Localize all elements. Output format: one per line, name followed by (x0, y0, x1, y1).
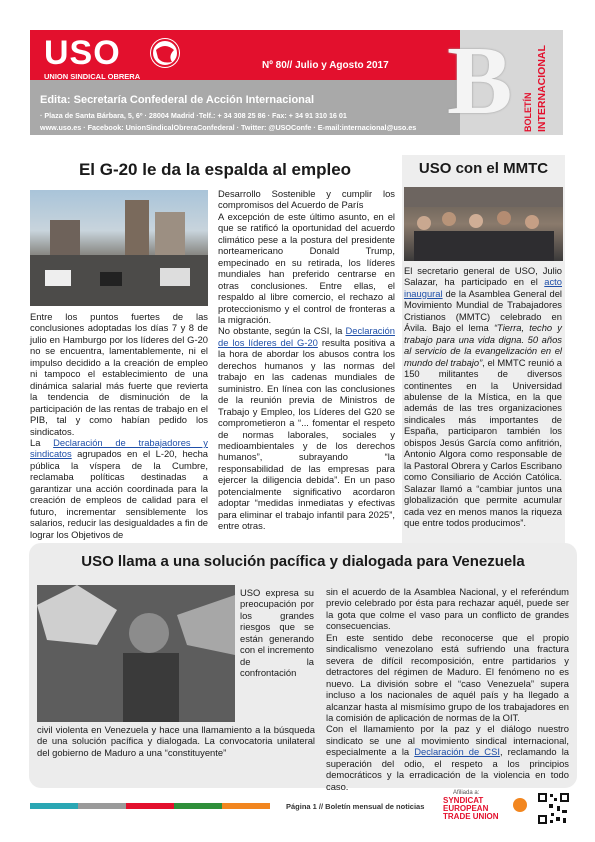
publisher-line: Edita: Secretaría Confederal de Acción Internacional (40, 94, 315, 106)
venezuela-paragraph-3 (326, 723, 569, 792)
page-footer: Página 1 // Boletín mensual de noticias (286, 802, 425, 811)
sidebar-text (404, 265, 562, 528)
internacional-word: INTERNACIONAL (536, 45, 548, 132)
mmtc-assembly-photo (404, 187, 563, 261)
venezuela-wide-text: civil violenta en Venezuela y hace una llamamiento a la búsqueda de una solución pacífica y dialogada. La convocatoria unilateral del gobierno de Maduro a una “constituyente” (37, 724, 315, 758)
acto-inaugural-link[interactable]: acto inaugural (404, 276, 562, 299)
text-run: Con el llamamiento por la paz y el diálogo nuestro sindicato se une al movimiento sindical internacional, especialmente a la (326, 723, 569, 758)
article-title-venezuela: USO llama a una solución pacífica y dialogada para Venezuela (81, 553, 525, 570)
footer-bar-teal (30, 803, 78, 809)
text-run: No obstante, según la CSI, la (218, 325, 346, 337)
g20-paragraph-5 (218, 325, 395, 531)
text-run: La (30, 436, 54, 448)
text-run: , reclamando la superación del odio, el respeto a los principios democráticos y la erradicación de la violencia en todo caso. (326, 746, 569, 792)
venezuela-right-col (326, 586, 569, 792)
hamburg-street-photo (30, 190, 208, 306)
text-run: El secretario general de USO, Julio Salazar, ha participado en el (404, 265, 562, 288)
contact-line[interactable]: www.uso.es · Facebook: UnionSindicalObreraConfederal · Twitter: @USOConfe · E-mail:internacional@uso.es (40, 123, 417, 132)
g20-paragraph-1: Entre los puntos fuertes de las conclusiones adoptadas los días 7 y 8 de julio en Hamburgo por los líderes del G-20 no se encuentra, lamentablemente, ni el impulso decidido a la creación de empleo ni tampoco el establecimiento de una dinámica salarial más fuerte que revierta la tendencia de disminución de la participación de las rentas de trabajo en el PIB, tal y como habían pedido los sindicatos. (30, 311, 208, 437)
text-run: agrupados en el L-20, hecha pública la víspera de la Cumbre, reclamaba políticas destinadas a garantizar una acción coordinada para la creación de empleos de calidad para el futuro, incrementar sensiblemente los salarios, reducir las desigualdades a fin de lograr los Objetivos de (30, 448, 208, 540)
article-title-g20: El G-20 le da la espalda al empleo (78, 160, 352, 179)
g20-paragraph-4: A excepción de este último asunto, en el que se ratificó la oportunidad del acuerdo climático pese a la postura del presidente norteamericano Donald Trump, empecinado en su retirada, los líderes mundiales han preferido centrarse en otras conclusiones. Entre ellas, el respaldo al libre comercio, el rechazo al proteccionismo y el control de fronteras a la migración. (218, 210, 395, 325)
motto-quote: “Tierra, techo y trabajo para una vida digna. 50 años al servicio de la evangelización en el mundo del trabajo” (404, 322, 562, 368)
issue-number: Nº 80// Julio y Agosto 2017 (262, 60, 389, 71)
affiliation-label: Afiliada a: (453, 790, 480, 796)
footer-bar-green (174, 803, 222, 809)
etuc-line-1: SYNDICAT (443, 796, 484, 805)
text-run: , el MMTC reunió a 150 militantes de diversos continentes en la Universidad abulense de la Mística, en la que además de las tres organizaciones sindicales más importantes de España, participaron también los obispos Jesús García como anfitrión, Antonio Algora como responsable de la Pastoral Obrera y Carlos Escribano como Consiliario de Acción Católica. Salazar llamó a “cambiar juntos una globalización que permite acumular cada vez en menos manos la riqueza que entre todos producimos”. (404, 356, 562, 528)
ituc-logo-icon (513, 798, 527, 812)
etuc-logo (443, 797, 499, 821)
masthead-vertical-title (520, 36, 550, 134)
boletin-word: BOLETÍN (523, 92, 533, 132)
g20-paragraph-3: Desarrollo Sostenible y cumplir los compromisos del Acuerdo de París (218, 188, 395, 211)
footer-bar-red (126, 803, 174, 809)
footer-bar-orange (222, 803, 270, 809)
venezuela-paragraph-1: sin el acuerdo de la Asamblea Nacional, y el referéndum previo celebrado por ésta para rechazar aquél, puede ser la gota que colme el vaso para un conflicto de grandes consecuencias. (326, 586, 569, 632)
declaration-g20-link[interactable]: Declaración de los líderes del G-20 (218, 325, 395, 348)
etuc-line-2: EUROPEAN (443, 804, 489, 813)
text-run: resulta positiva a la hora de abordar los abusos contra los derechos humanos y las normas del trabajo en las cadenas mundiales de suministro. En línea con las conclusiones de la reunión previa de Ministros de Trabajo y Empleo, los Líderes del G20 se comprometieron a “... fomentar el respeto de normas laborales, sociales y medioambientales y de los derechos humanos”, subrayando “la responsabilidad de las empresas para ejercer la diligencia debida”. En un paso potencialmente significativo acordaron adoptar “medidas inmediatas y efectivas para eliminar el trabajo infantil para 2025”, entre otras. (218, 336, 395, 532)
masthead-letter: B (447, 27, 513, 135)
address-line: · Plaza de Santa Bárbara, 5, 6º · 28004 Madrid ·Telf.: + 34 308 25 86 · Fax: + 34 91 310 16 01 (40, 111, 347, 120)
etuc-line-3: TRADE UNION (443, 812, 499, 821)
venezuela-paragraph-2: En este sentido debe reconocerse que el propio sindicalismo venezolano está sufriendo una fractura severa de difícil recomposición, entre partidarios y detractores del régimen de Maduro. El fenómeno no es nuevo. La división sobre el “caso Venezuela” supera incluso a los nacionales de aquél país y ha llegado a alcanzar hasta al mismísimo grupo de los trabajadores en la comisión de aplicación de normas de la OIT. (326, 631, 569, 723)
qr-code-icon[interactable] (537, 792, 570, 825)
g20-paragraph-2 (30, 437, 208, 540)
venezuela-protest-photo (37, 585, 235, 722)
uso-logo: USO (44, 34, 121, 72)
article-g20-col2 (218, 188, 395, 532)
logo-subtitle: UNION SINDICAL OBRERA (44, 72, 141, 81)
article-g20-col1 (30, 311, 208, 540)
footer-bar-grey (78, 803, 126, 809)
sidebar-title: USO con el MMTC (418, 160, 549, 177)
mmtc-paragraph (404, 265, 562, 528)
globe-icon (150, 38, 180, 68)
declaracion-csi-link[interactable]: Declaración de CSI (414, 746, 500, 758)
declaration-workers-link[interactable]: Declaración de trabajadores y sindicatos (30, 436, 208, 460)
venezuela-narrow-text: USO expresa su preocupación por los grandes riesgos que se están generando con el incremento de la confrontación (240, 587, 314, 679)
text-run: de la Asamblea General del Movimiento Mundial de Trabajadores Cristianos (MMTC) celebrado en Ávila. Bajo el lema (404, 287, 562, 334)
